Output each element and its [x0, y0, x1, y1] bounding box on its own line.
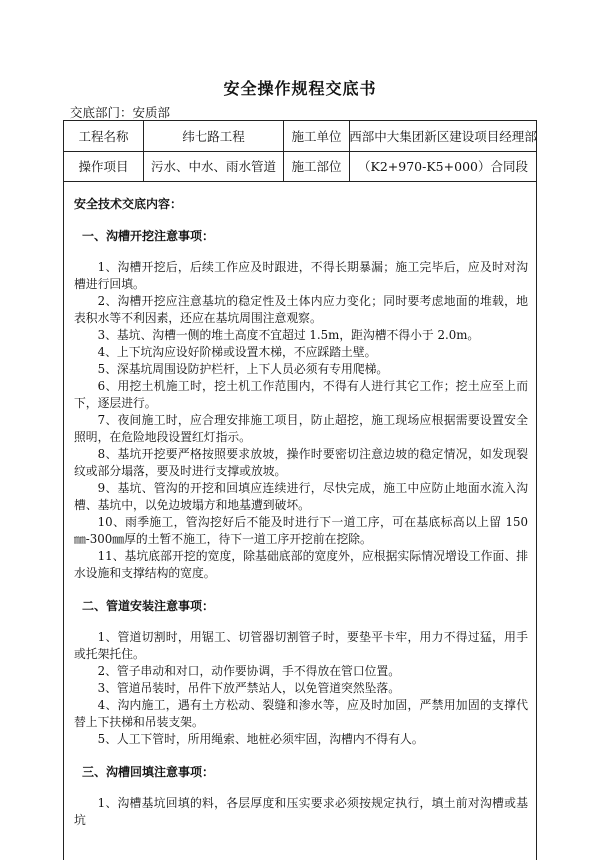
section-2-item: 1、管道切割时，用锯工、切管器切割管子时，要垫平卡牢，用力不得过猛，用手或托架托住。 [74, 630, 528, 661]
section-2-item: 5、人工下管时，所用绳索、地桩必须牢固，沟槽内不得有人。 [97, 732, 424, 746]
project-name-value: 纬七路工程 [144, 121, 284, 151]
construction-location-value: （K2+970-K5+000）合同段 [358, 159, 528, 174]
section-1-item: 11、基坑底部开挖的宽度，除基础底部的宽度外，应根据实际情况增设工作面、排水设施和支撑结构的宽度。 [74, 549, 528, 580]
contractor-value: 西部中大集团新区建设项目经理部 [349, 129, 537, 144]
construction-location-label: 施工部位 [284, 151, 350, 181]
section-1-item: 5、深基坑周围设防护栏杆，上下人员必须有专用爬梯。 [97, 362, 389, 376]
section-1-item: 10、雨季施工，管沟挖好后不能及时进行下一道工序，可在基底标高以上留 150 ㎜-300㎜厚的土暂不施工，待下一道工序开挖前在挖除。 [74, 515, 528, 546]
section-1-item: 2、沟槽开挖应注意基坑的稳定性及土体内应力变化；同时要考虑地面的堆载，地表积水等不利因素，还应在基坑周围注意观察。 [74, 294, 528, 325]
section-1-title: 一、沟槽开挖注意事项： [82, 229, 215, 243]
section-2-item: 3、管道吊装时，吊件下放严禁站人，以免管道突然坠落。 [97, 681, 401, 695]
section-2-item: 2、管子串动和对口，动作要协调，手不得放在管口位置。 [97, 664, 401, 678]
section-1-item: 7、夜间施工时，应合理安排施工项目，防止超挖，施工现场应根据需要设置安全照明，在危险地段设置红灯指示。 [74, 413, 528, 444]
header-row-1 [64, 121, 536, 152]
section-1-item: 3、基坑、沟槽一侧的堆土高度不宜超过 1.5m，距沟槽不得小于 2.0m。 [97, 328, 480, 342]
briefing-content [64, 181, 536, 829]
section-2-item: 4、沟内施工，遇有土方松动、裂缝和渗水等，应及时加固，严禁用加固的支撑代替上下扶梯和吊装支架。 [74, 698, 528, 729]
section-1-item: 6、用挖土机施工时，挖土机工作范围内，不得有人进行其它工作；挖土应至上而下，逐层进行。 [74, 379, 528, 410]
section-2-title: 二、管道安装注意事项： [82, 599, 215, 613]
header-row-2 [64, 151, 536, 182]
content-heading: 安全技术交底内容： [74, 197, 183, 211]
section-1-item: 1、沟槽开挖后，后续工作应及时跟进，不得长期暴漏；施工完毕后，应及时对沟槽进行回填。 [74, 260, 528, 291]
department-line: 交底部门：安质部 [70, 105, 171, 120]
section-3-item: 1、沟槽基坑回填的料，各层厚度和压实要求必须按规定执行，填土前对沟槽或基坑 [74, 796, 528, 827]
operation-item-label: 操作项目 [64, 151, 144, 181]
section-1-item: 8、基坑开挖要严格按照要求放坡，操作时要密切注意边坡的稳定情况，如发现裂纹或部分塌落，要及时进行支撑或放坡。 [74, 447, 528, 478]
document-title: 安全操作规程交底书 [223, 79, 377, 98]
safety-briefing-form [63, 120, 537, 860]
section-1-item: 4、上下坑沟应设好阶梯或设置木梯，不应踩踏土壁。 [97, 345, 377, 359]
operation-item-value: 污水、中水、雨水管道 [144, 151, 284, 181]
project-name-label: 工程名称 [64, 121, 144, 151]
contractor-label: 施工单位 [284, 121, 350, 151]
section-1-item: 9、基坑、管沟的开挖和回填应连续进行，尽快完成，施工中应防止地面水流入沟槽、基坑中，以免边坡塌方和地基遭到破坏。 [74, 481, 528, 512]
section-3-title: 三、沟槽回填注意事项： [82, 765, 215, 779]
